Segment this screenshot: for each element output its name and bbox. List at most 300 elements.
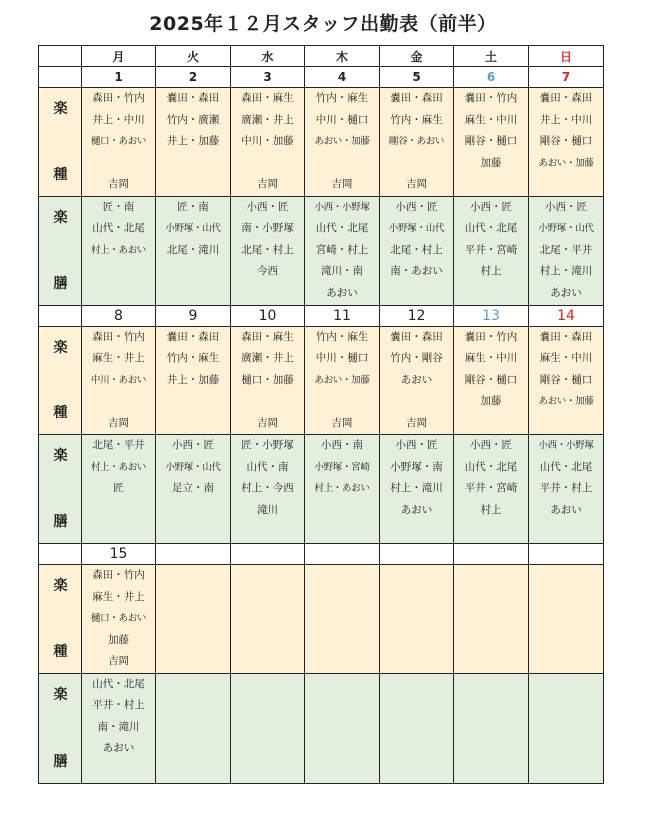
staff-line <box>380 608 453 630</box>
staff-line: 村上・今西 <box>241 482 294 494</box>
staff-line <box>156 587 230 609</box>
date-cell: 7 <box>529 67 604 88</box>
staff-line <box>529 674 603 696</box>
staff-cell <box>380 196 454 305</box>
date-cell: 13 <box>454 305 529 326</box>
staff-cell <box>380 673 454 783</box>
staff-line <box>454 674 528 696</box>
staff-line: 麻生・中川 <box>464 352 518 364</box>
staff-line <box>82 521 155 543</box>
staff-line <box>380 521 453 543</box>
staff-cell <box>305 565 380 674</box>
staff-line: 平井・宮崎 <box>464 243 518 256</box>
staff-line: 村上 <box>480 265 502 277</box>
staff-line: 竹内・麻生 <box>166 352 220 364</box>
staff-line <box>156 521 230 543</box>
date-cell: 6 <box>454 67 529 88</box>
staff-line: 小野塚・山代 <box>538 223 594 234</box>
staff-cell <box>156 88 231 197</box>
staff-line <box>305 717 379 739</box>
staff-line: 剛谷・樋口 <box>539 373 593 386</box>
staff-line: 北尾・平井 <box>539 243 593 256</box>
staff-cell <box>231 196 305 305</box>
staff-line <box>380 738 453 760</box>
staff-cell <box>231 88 305 197</box>
staff-line: 中川・加藤 <box>241 135 294 147</box>
staff-cell <box>305 673 380 783</box>
staff-line <box>454 760 528 782</box>
staff-cell <box>231 673 305 783</box>
staff-line: 剛谷・あおい <box>388 136 445 147</box>
staff-cell <box>231 326 305 435</box>
staff-line: 森田・竹内 <box>92 569 145 581</box>
staff-line: 加藤 <box>480 395 502 407</box>
date-cell <box>231 544 305 565</box>
store-rakuzen-row <box>39 435 604 544</box>
staff-line <box>305 630 379 652</box>
store-label-bottom: 膳 <box>53 275 68 292</box>
date-cell: 1 <box>82 67 156 88</box>
staff-line: 吉岡 <box>406 416 427 429</box>
staff-line <box>231 608 304 630</box>
staff-line <box>454 717 528 739</box>
staff-cell <box>454 88 529 197</box>
store-label-top: 楽 <box>53 209 68 226</box>
staff-line: 村上・あおい <box>90 244 147 256</box>
staff-line <box>156 651 230 673</box>
staff-line <box>231 153 304 175</box>
staff-line: 森田・竹内 <box>92 330 145 343</box>
staff-cell <box>305 326 380 435</box>
staff-line <box>305 738 379 760</box>
staff-line <box>305 500 379 522</box>
staff-line: 小西・匠 <box>172 439 214 451</box>
staff-cell <box>529 196 604 305</box>
staff-line: あおい <box>102 742 135 754</box>
staff-line <box>529 717 603 739</box>
staff-line <box>305 651 379 673</box>
staff-cell <box>305 196 380 305</box>
date-cell: 12 <box>380 305 454 326</box>
staff-cell <box>380 326 454 435</box>
date-cell: 11 <box>305 305 380 326</box>
store-rakushu-row <box>39 565 604 674</box>
staff-line <box>231 674 304 696</box>
staff-line: 村上 <box>480 503 502 516</box>
staff-cell <box>82 196 156 305</box>
staff-line: 滝川・南 <box>321 265 363 277</box>
store-rakushu-row <box>39 88 604 197</box>
staff-line: 平井・宮崎 <box>464 482 518 494</box>
store-label <box>39 326 82 435</box>
staff-cell <box>454 673 529 783</box>
staff-line: 森田・竹内 <box>92 92 145 104</box>
staff-line <box>305 521 379 543</box>
staff-cell <box>380 435 454 544</box>
staff-line: 小野塚・山代 <box>165 223 221 234</box>
staff-line: 廣瀬・井上 <box>241 352 294 364</box>
staff-line: 井上・中川 <box>92 113 145 126</box>
store-rakushu-row <box>39 326 604 435</box>
staff-line <box>156 283 230 305</box>
store-label <box>39 673 82 783</box>
date-cell <box>305 544 380 565</box>
staff-line: 小西・小野塚 <box>538 440 594 451</box>
store-label <box>39 196 82 305</box>
staff-line: 剛谷・樋口 <box>464 373 518 386</box>
staff-line: 竹内・麻生 <box>315 92 369 104</box>
staff-cell <box>156 196 231 305</box>
staff-cell <box>305 435 380 544</box>
weekday-header: 土 <box>454 46 529 67</box>
staff-line <box>231 760 304 782</box>
staff-line <box>156 261 230 283</box>
staff-line: 平井・村上 <box>92 699 145 711</box>
staff-line: あおい・加藤 <box>314 136 370 147</box>
staff-line <box>156 738 230 760</box>
staff-line: 加藤 <box>108 633 129 646</box>
staff-line: 井上・中川 <box>539 113 593 126</box>
staff-line <box>454 587 528 609</box>
staff-line: 吉岡 <box>406 178 427 190</box>
staff-line <box>82 283 155 305</box>
staff-line <box>156 674 230 696</box>
staff-line: 山代・北尾 <box>92 222 145 234</box>
staff-line: 足立・南 <box>172 482 214 494</box>
staff-line: あおい・加藤 <box>538 157 594 169</box>
staff-cell <box>380 565 454 674</box>
staff-line <box>82 391 155 413</box>
staff-line: 村上・あおい <box>314 483 370 494</box>
staff-cell <box>454 435 529 544</box>
store-label <box>39 565 82 674</box>
staff-line <box>156 153 230 175</box>
staff-line <box>156 500 230 522</box>
staff-line: 森田・麻生 <box>241 330 294 343</box>
staff-line: 井上・加藤 <box>166 135 220 147</box>
staff-line: 中川・あおい <box>90 374 147 386</box>
staff-cell <box>529 326 604 435</box>
staff-line <box>454 630 528 652</box>
staff-line: 北尾・村上 <box>241 243 294 256</box>
staff-cell <box>454 326 529 435</box>
staff-line <box>380 695 453 717</box>
weekday-header: 月 <box>82 46 156 67</box>
staff-line: 山代・北尾 <box>539 460 593 473</box>
staff-cell <box>529 435 604 544</box>
staff-line: 嚢田・森田 <box>166 92 220 104</box>
staff-line <box>231 695 304 717</box>
staff-line <box>231 651 304 673</box>
staff-line: 北尾・村上 <box>390 243 443 256</box>
staff-line: 小西・匠 <box>395 200 438 213</box>
staff-line: あおい・加藤 <box>538 396 594 407</box>
store-rakuzen-row <box>39 196 604 305</box>
weekday-header: 金 <box>380 46 454 67</box>
date-row-label <box>39 67 82 88</box>
staff-cell <box>156 673 231 783</box>
staff-line: 南・滝川 <box>97 720 140 733</box>
staff-line: 吉岡 <box>108 178 129 190</box>
staff-line <box>305 587 379 609</box>
staff-line: 嚢田・竹内 <box>464 330 518 343</box>
date-cell <box>529 544 604 565</box>
staff-line <box>529 695 603 717</box>
staff-cell <box>82 88 156 197</box>
staff-cell <box>156 326 231 435</box>
staff-line <box>454 608 528 630</box>
staff-line <box>380 391 453 413</box>
staff-cell <box>380 88 454 197</box>
staff-line: 麻生・中川 <box>539 352 593 364</box>
staff-line: 村上・滝川 <box>539 265 593 277</box>
staff-line: 小西・小野塚 <box>314 201 370 213</box>
staff-line: 小西・匠 <box>545 200 587 213</box>
staff-line <box>380 283 453 305</box>
date-cell: 3 <box>231 67 305 88</box>
staff-line <box>529 651 603 673</box>
staff-line <box>454 283 528 305</box>
staff-line <box>305 608 379 630</box>
staff-line <box>305 695 379 717</box>
store-label-top: 楽 <box>53 101 68 117</box>
staff-line: 樋口・あおい <box>90 136 147 147</box>
store-label-bottom: 種 <box>53 643 68 660</box>
weekday-header: 日 <box>529 46 604 67</box>
date-cell: 9 <box>156 305 231 326</box>
staff-line: 小野塚・宮崎 <box>314 461 370 473</box>
staff-line <box>231 391 304 413</box>
staff-line: 匠 <box>113 482 124 494</box>
staff-line <box>231 738 304 760</box>
staff-line: 嚢田・森田 <box>166 330 220 343</box>
staff-cell <box>454 196 529 305</box>
staff-line: 小野塚・南 <box>390 460 443 473</box>
staff-line <box>380 153 453 175</box>
staff-line <box>380 587 453 609</box>
staff-line: 中川・樋口 <box>315 352 369 364</box>
staff-line: あおい <box>400 503 433 516</box>
date-cell: 4 <box>305 67 380 88</box>
staff-line <box>231 630 304 652</box>
staff-line <box>529 760 603 782</box>
staff-line: 吉岡 <box>108 655 129 667</box>
staff-line <box>156 391 230 413</box>
staff-cell <box>82 673 156 783</box>
date-cell: 15 <box>82 544 156 565</box>
store-label-top: 楽 <box>53 578 68 594</box>
schedule-table <box>38 45 604 784</box>
staff-line <box>529 587 603 609</box>
date-cell: 14 <box>529 305 604 326</box>
staff-line: 小西・匠 <box>470 200 512 213</box>
staff-line: 小西・匠 <box>470 439 512 451</box>
weekday-header: 木 <box>305 46 380 67</box>
staff-line <box>529 738 603 760</box>
staff-line <box>380 674 453 696</box>
staff-line: 樋口・加藤 <box>241 373 294 386</box>
date-cell <box>454 544 529 565</box>
staff-cell <box>529 673 604 783</box>
date-row-label <box>39 305 82 326</box>
staff-line: 山代・北尾 <box>92 677 145 690</box>
staff-line <box>82 153 155 175</box>
staff-line: あおい <box>550 286 582 299</box>
weekday-header: 水 <box>231 46 305 67</box>
staff-line: 滝川 <box>257 503 278 516</box>
staff-line: 嚢田・森田 <box>539 330 593 343</box>
weekday-header-row <box>39 46 604 67</box>
staff-line: 中川・樋口 <box>315 113 369 126</box>
staff-line: 麻生・中川 <box>464 113 518 126</box>
staff-cell <box>82 435 156 544</box>
staff-line <box>156 630 230 652</box>
staff-line: 竹内・麻生 <box>390 113 443 126</box>
staff-cell <box>305 88 380 197</box>
staff-cell <box>82 326 156 435</box>
date-cell <box>380 544 454 565</box>
staff-line <box>82 760 155 782</box>
store-label <box>39 435 82 544</box>
staff-cell <box>529 88 604 197</box>
staff-line <box>156 717 230 739</box>
staff-line: 剛谷・樋口 <box>464 135 518 147</box>
staff-line: 麻生・井上 <box>92 352 145 364</box>
staff-line: 村上・滝川 <box>390 482 443 494</box>
staff-line: 吉岡 <box>331 416 353 429</box>
staff-line <box>231 283 304 305</box>
staff-line <box>529 521 603 543</box>
staff-line <box>529 608 603 630</box>
staff-line <box>156 174 230 196</box>
staff-line: 匠・南 <box>102 200 135 213</box>
staff-line: 竹内・剛谷 <box>390 352 443 364</box>
staff-cell <box>454 565 529 674</box>
corner-cell <box>39 46 82 67</box>
staff-line: 小西・匠 <box>395 439 438 451</box>
staff-line: あおい・加藤 <box>314 374 370 386</box>
staff-line <box>305 153 379 175</box>
store-label-bottom: 膳 <box>53 514 68 530</box>
staff-line: 小西・南 <box>321 439 363 451</box>
staff-line: 北尾・平井 <box>92 439 145 451</box>
staff-line: 山代・北尾 <box>315 222 369 234</box>
staff-line <box>82 261 155 283</box>
store-label-top: 楽 <box>53 339 68 356</box>
staff-line: 小野塚・山代 <box>165 461 221 473</box>
staff-line: 匠・南 <box>177 200 209 213</box>
store-label-bottom: 種 <box>53 405 68 421</box>
staff-line <box>529 174 603 196</box>
staff-line <box>231 565 304 587</box>
staff-line: あおい <box>550 503 582 516</box>
staff-cell <box>231 435 305 544</box>
staff-line: 加藤 <box>480 156 502 169</box>
staff-line <box>305 760 379 782</box>
staff-line <box>305 391 379 413</box>
staff-line <box>231 521 304 543</box>
staff-line: 吉岡 <box>257 178 278 190</box>
staff-line <box>529 413 603 435</box>
staff-line: 村上・あおい <box>90 461 147 473</box>
date-row-label <box>39 544 82 565</box>
store-rakuzen-row <box>39 673 604 783</box>
staff-line <box>454 521 528 543</box>
staff-line: あおい <box>400 373 433 386</box>
date-cell: 2 <box>156 67 231 88</box>
staff-line: 吉岡 <box>257 416 278 429</box>
staff-line <box>231 717 304 739</box>
staff-cell <box>156 565 231 674</box>
staff-line <box>529 630 603 652</box>
staff-line: 吉岡 <box>331 178 353 190</box>
staff-line: 山代・北尾 <box>464 222 518 234</box>
staff-line: 山代・南 <box>246 460 289 473</box>
staff-line <box>156 695 230 717</box>
store-label-top: 楽 <box>53 448 68 464</box>
staff-line: 山代・北尾 <box>464 460 518 473</box>
date-cell: 8 <box>82 305 156 326</box>
store-label <box>39 88 82 197</box>
staff-line <box>380 717 453 739</box>
staff-line: 廣瀬・井上 <box>241 113 294 126</box>
staff-cell <box>156 435 231 544</box>
date-cell: 5 <box>380 67 454 88</box>
staff-line: 嚢田・森田 <box>390 330 443 343</box>
store-label-bottom: 種 <box>53 166 68 183</box>
staff-line: 平井・村上 <box>539 482 593 494</box>
staff-line <box>380 651 453 673</box>
staff-line: 嚢田・竹内 <box>464 92 518 104</box>
date-cell: 10 <box>231 305 305 326</box>
staff-line: 宮崎・村上 <box>315 243 369 256</box>
staff-line: 剛谷・樋口 <box>539 135 593 147</box>
staff-line: 井上・加藤 <box>166 373 220 386</box>
staff-line <box>454 738 528 760</box>
staff-line: 南・あおい <box>390 265 443 277</box>
staff-line <box>454 651 528 673</box>
staff-line: 今西 <box>257 265 278 277</box>
staff-line <box>454 413 528 435</box>
date-row <box>39 305 604 326</box>
staff-line <box>156 760 230 782</box>
staff-line <box>156 608 230 630</box>
staff-line <box>380 630 453 652</box>
weekday-header: 火 <box>156 46 231 67</box>
staff-line <box>231 587 304 609</box>
staff-line: 南・小野塚 <box>241 222 294 234</box>
staff-line: 吉岡 <box>108 416 129 429</box>
staff-line: 小野塚・山代 <box>388 223 445 234</box>
staff-line <box>156 413 230 435</box>
staff-line <box>156 565 230 587</box>
staff-line: 嚢田・森田 <box>539 92 593 104</box>
staff-line: 森田・麻生 <box>241 92 294 104</box>
store-label-bottom: 膳 <box>53 753 68 770</box>
staff-line: あおい <box>326 286 358 299</box>
staff-line <box>529 565 603 587</box>
staff-line: 小西・匠 <box>246 200 289 213</box>
staff-line <box>380 760 453 782</box>
staff-line: 樋口・あおい <box>90 613 147 624</box>
staff-line: 北尾・滝川 <box>166 243 220 256</box>
staff-line: 匠・小野塚 <box>241 439 294 451</box>
staff-line: 麻生・井上 <box>92 590 145 603</box>
staff-cell <box>82 565 156 674</box>
staff-line <box>305 565 379 587</box>
staff-line: 竹内・麻生 <box>315 330 369 343</box>
staff-cell <box>231 565 305 674</box>
